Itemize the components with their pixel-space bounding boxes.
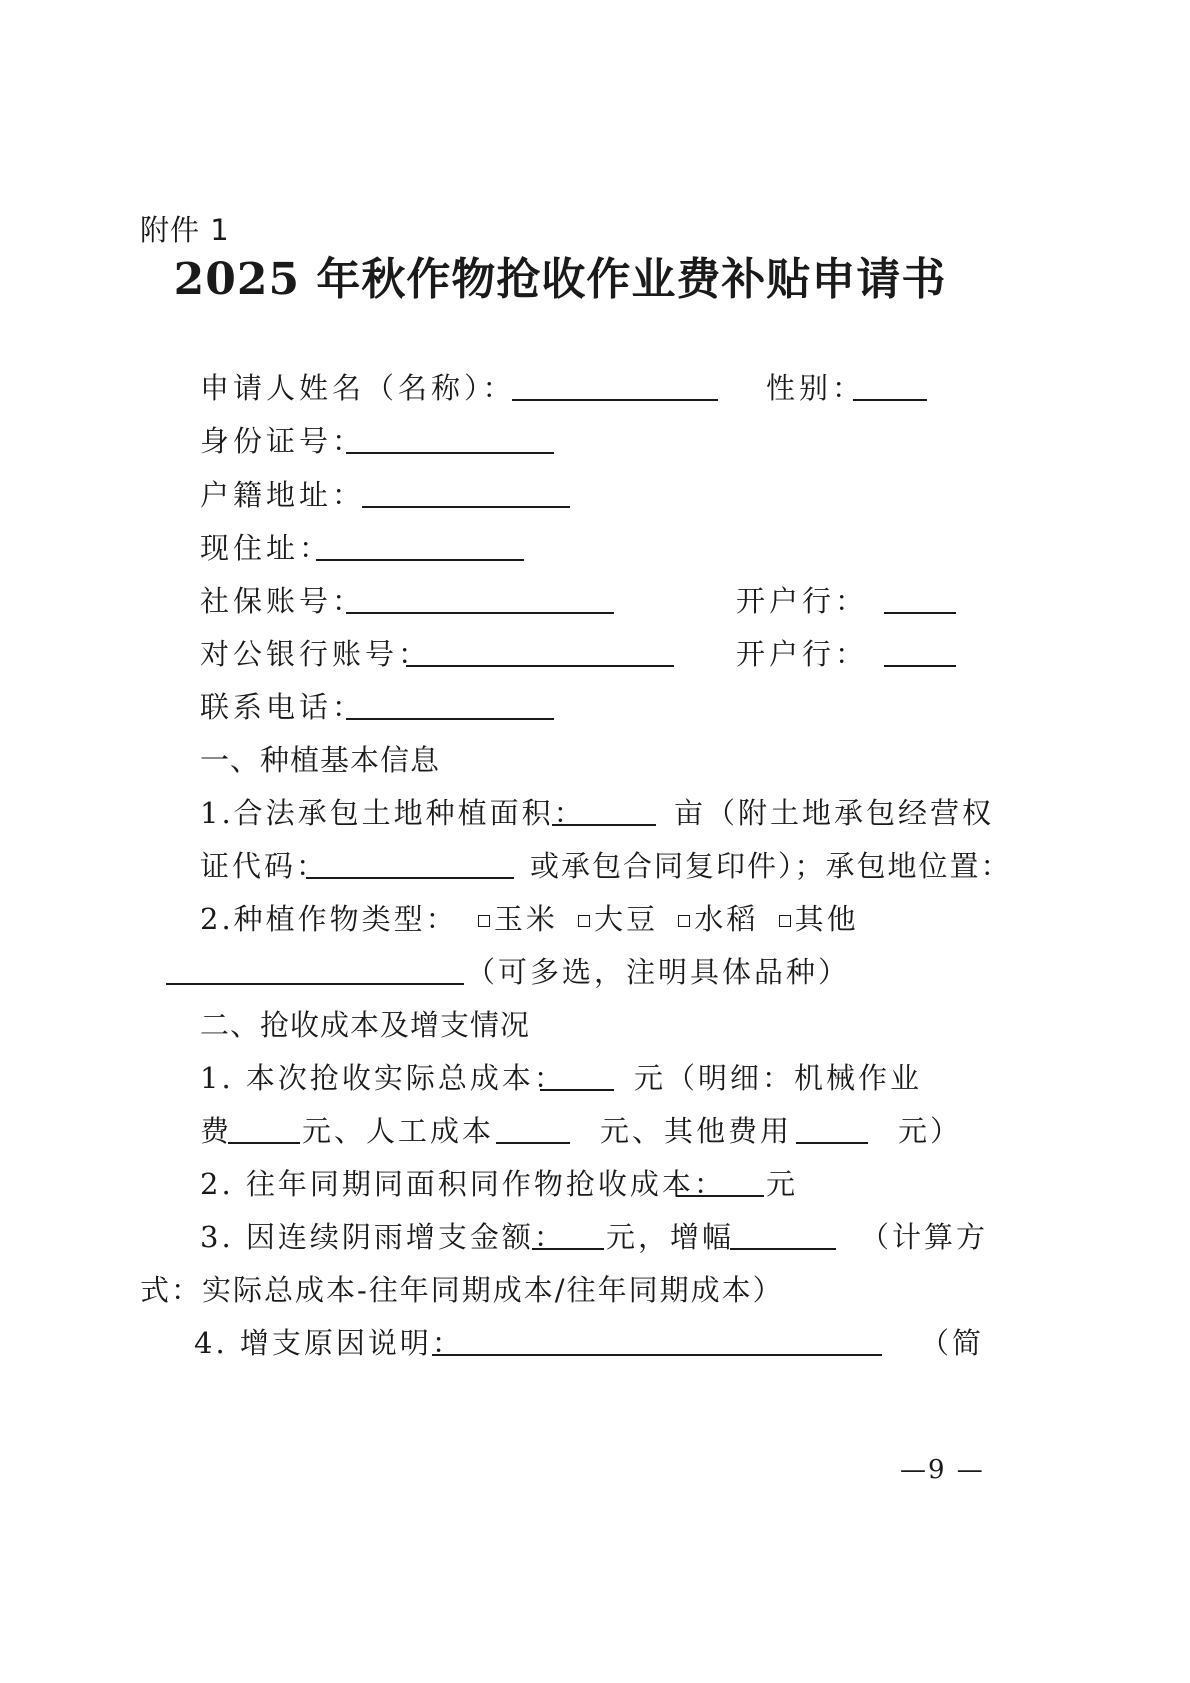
reason-blank [432, 1354, 882, 1356]
checkbox-icon[interactable] [779, 915, 791, 927]
crop-option-soybean[interactable]: 大豆 [570, 902, 658, 936]
section2-item1-text-b: 元（明细：机械作业 [634, 1061, 923, 1095]
corporate-account-label: 对公银行账号： [200, 637, 432, 671]
crop-option-other[interactable]: 其他 [771, 902, 859, 936]
increase-rate-blank [730, 1248, 836, 1250]
section2-item2-text-b: 元 [766, 1167, 800, 1201]
machinery-fee-blank [228, 1142, 300, 1144]
current-address-label: 现住址： [200, 531, 333, 565]
section1-item1-text: 1.合法承包土地种植面积： [200, 796, 586, 830]
corporate-account-blank [406, 665, 674, 667]
section2-item4-text: 4. 增支原因说明： [194, 1326, 464, 1360]
section1-item1-text-c: 证代码： [200, 849, 329, 883]
section2-item3-text-d: 式：实际总成本-往年同期成本/往年同期成本） [140, 1273, 784, 1307]
gender-blank [853, 399, 927, 401]
document-title: 2025 年秋作物抢收作业费补贴申请书 [173, 254, 947, 305]
bank-blank-2 [884, 665, 956, 667]
id-number-label: 身份证号： [200, 424, 366, 458]
bank-label-2: 开户行： [736, 637, 869, 671]
id-number-blank [346, 452, 554, 454]
section1-item1-text-b: 亩（附土地承包经营权 [674, 796, 995, 830]
other-cost-blank [796, 1142, 868, 1144]
section2-item1-text-e: 元、其他费用 [600, 1114, 793, 1148]
section1-heading: 一、种植基本信息 [200, 743, 441, 777]
extra-cost-blank [532, 1248, 604, 1250]
page-number: —9 — [900, 1455, 985, 1485]
section2-item3-text: 3. 因连续阴雨增支金额： [200, 1220, 566, 1254]
land-cert-code-blank [306, 877, 514, 879]
crop-option-corn[interactable]: 玉米 [470, 902, 558, 936]
checkbox-icon[interactable] [678, 915, 690, 927]
section2-item1-text-c: 费 [200, 1114, 234, 1148]
section1-item1-text-d: 或承包合同复印件）；承包地位置： [530, 849, 1012, 883]
annex-label: 附件 1 [140, 213, 230, 247]
applicant-name-label: 申请人姓名（名称）： [200, 371, 516, 405]
section2-item4-text-b: （简 [920, 1326, 985, 1360]
section2-item3-text-c: （计算方 [860, 1220, 989, 1254]
bank-label: 开户行： [736, 584, 869, 618]
section2-item2-text: 2. 往年同期同面积同作物抢收成本： [200, 1167, 726, 1201]
crop-option-rice[interactable]: 水稻 [670, 902, 758, 936]
section2-item1-text-f: 元） [898, 1114, 963, 1148]
applicant-name-blank [512, 399, 718, 401]
checkbox-icon[interactable] [578, 915, 590, 927]
section2-item1-text-d: 元、人工成本 [302, 1114, 495, 1148]
section1-item2-text [200, 899, 859, 939]
crop-variety-note: （可多选，注明具体品种） [466, 955, 851, 989]
checkbox-icon[interactable] [478, 915, 490, 927]
household-address-label: 户籍地址： [200, 478, 366, 512]
bank-blank [884, 612, 956, 614]
labor-cost-blank [496, 1142, 570, 1144]
planting-area-blank [552, 824, 656, 826]
total-cost-blank [540, 1089, 614, 1091]
phone-label: 联系电话： [200, 690, 366, 724]
gender-label: 性别： [766, 371, 866, 405]
crop-type-label: 2.种植作物类型： [200, 902, 458, 936]
previous-cost-blank [676, 1195, 764, 1197]
phone-blank [346, 718, 554, 720]
section2-heading: 二、抢收成本及增支情况 [200, 1008, 531, 1042]
social-security-blank [346, 612, 614, 614]
crop-variety-blank [166, 983, 464, 985]
section2-item1-text: 1. 本次抢收实际总成本： [200, 1061, 566, 1095]
social-security-label: 社保账号： [200, 584, 366, 618]
household-address-blank [362, 506, 570, 508]
current-address-blank [316, 559, 524, 561]
section2-item3-text-b: 元，增幅 [606, 1220, 735, 1254]
